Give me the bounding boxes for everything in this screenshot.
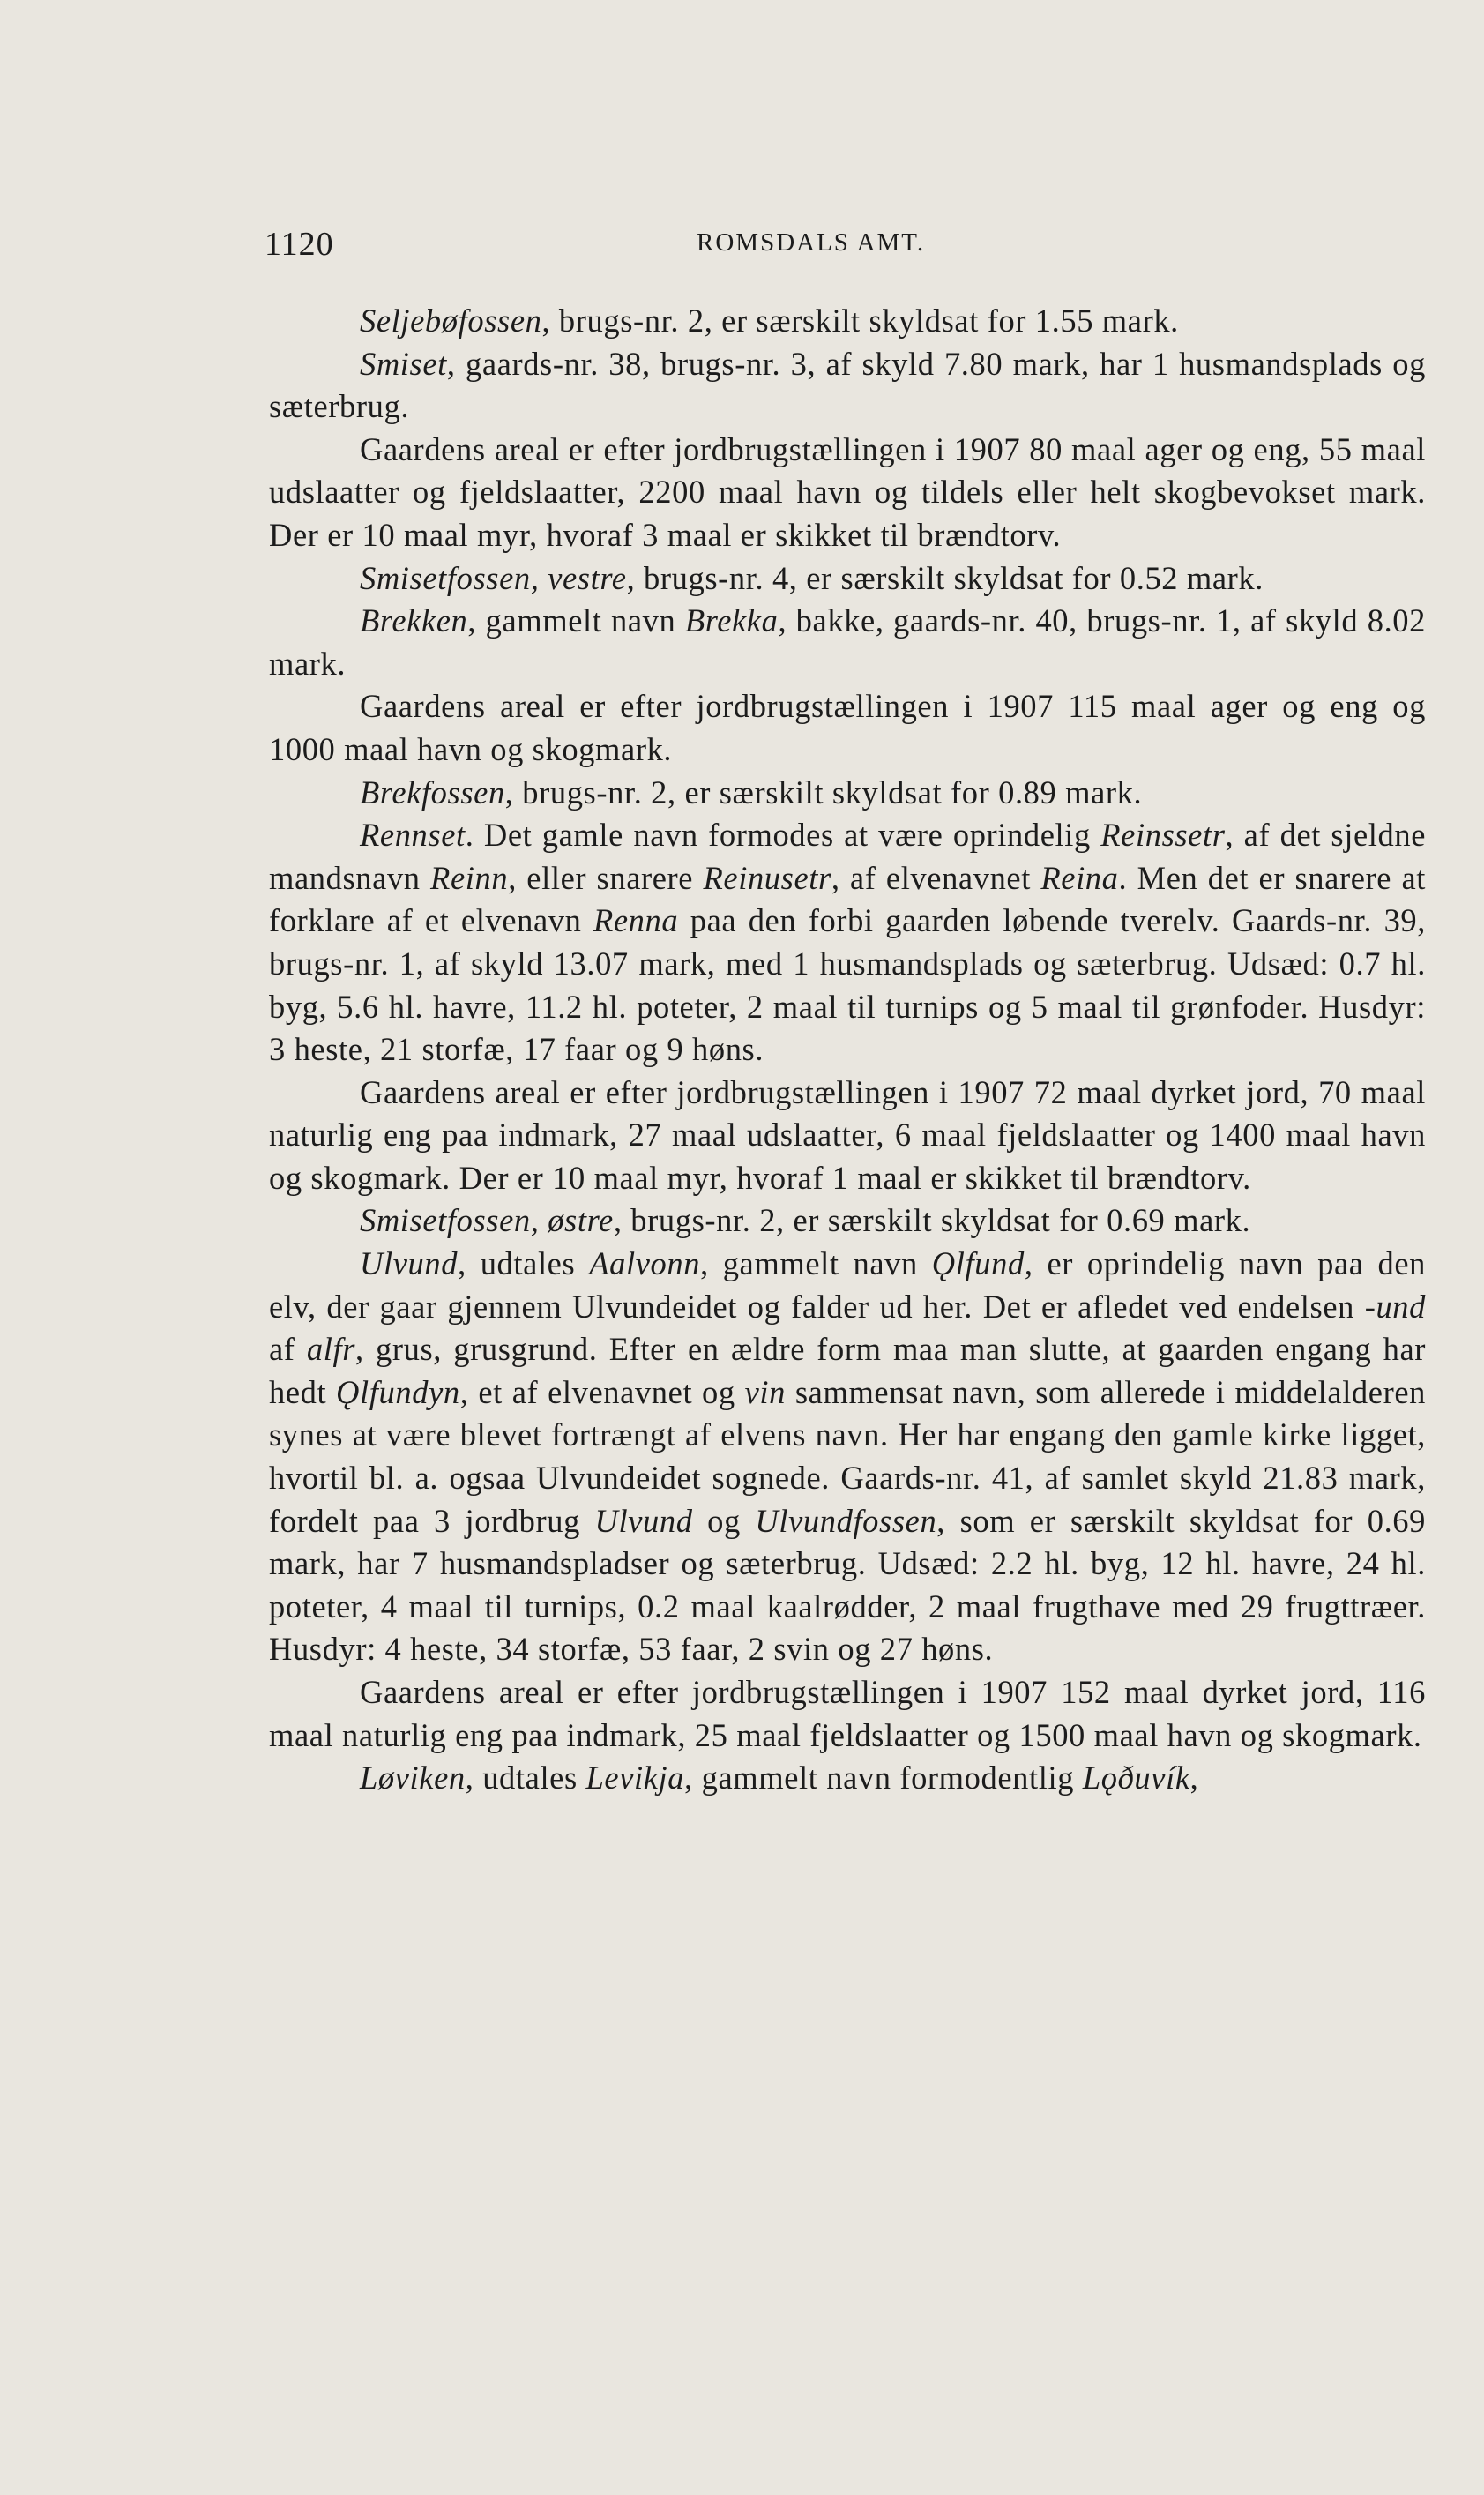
paragraph	[269, 1072, 1426, 1200]
text-run: Gaardens areal er efter jordbrugstællingen i 1907 115 maal ager og eng og 1000 maal havn og skogmark.	[269, 688, 1426, 767]
italic-term: Ǫlfund	[931, 1245, 1025, 1282]
italic-term: Lǫðuvík	[1082, 1759, 1190, 1797]
italic-term: Brekfossen	[360, 773, 505, 811]
text-run: , som er særskilt skyldsat for 0.69 mark, har 7 husmandspladser og sæterbrug. Udsæd: 2.2 hl. byg, 12 hl. havre, 24 hl. poteter, 4 maal til turnips, 0.2 maal kaalrødder, 2 maal frugthave med 29 frugttræer. Husdyr: 4 heste, 34 storfæ, 53 faar, 2 svin og 27 høns.	[269, 1502, 1426, 1668]
text-run: Gaardens areal er efter jordbrugstællingen i 1907 80 maal ager og eng, 55 maal udslaatter og fjeldslaatter, 2200 maal havn og tildels eller helt skogbevokset mark. Der er 10 maal myr, hvoraf 3 maal er skikket til brændtorv.	[269, 430, 1426, 553]
italic-term: Ulvundfossen	[755, 1502, 937, 1539]
text-run: , brugs-nr. 2, er særskilt skyldsat for 0.69 mark.	[613, 1202, 1251, 1239]
text-run: , brugs-nr. 4, er særskilt skyldsat for 0.52 mark.	[626, 559, 1264, 596]
italic-term: -und	[1364, 1288, 1426, 1325]
text-run: , gammelt navn	[700, 1245, 932, 1282]
italic-term: Smiset	[360, 345, 447, 382]
italic-term: Levikja	[585, 1759, 685, 1797]
italic-term: Rennset	[360, 817, 466, 854]
text-run: . Men det er snarere at forklare af et elvenavn	[269, 859, 1426, 939]
body-text	[269, 300, 1426, 1800]
text-run: , grus, grusgrund. Efter en ældre form maa man slutte, at gaarden engang har hedt	[269, 1331, 1426, 1410]
italic-term: Reinssetr	[1100, 817, 1226, 854]
italic-term: Brekken	[360, 602, 468, 639]
page-header	[265, 225, 1428, 269]
text-run: Gaardens areal er efter jordbrugstællingen i 1907 72 maal dyrket jord, 70 maal naturlig eng paa indmark, 27 maal udslaatter, 6 maal fjeldslaatter og 1400 maal havn og skogmark. Der er 10 maal myr, hvoraf 1 maal er skikket til brændtorv.	[269, 1073, 1426, 1196]
text-run: , eller snarere	[508, 859, 704, 896]
italic-term: Smisetfossen, østre	[360, 1202, 614, 1239]
text-run: , udtales	[465, 1759, 586, 1797]
italic-term: Ulvund	[594, 1502, 693, 1539]
text-run: , af det sjeldne mandsnavn	[269, 817, 1426, 896]
paragraph	[269, 814, 1426, 1072]
paragraph	[269, 600, 1426, 685]
text-run: ,	[1189, 1759, 1199, 1797]
text-run: paa den forbi gaarden løbende tverelv. Gaards-nr. 39, brugs-nr. 1, af skyld 13.07 mark, med 1 husmandsplads og sæterbrug. Udsæd: 0.7 hl. byg, 5.6 hl. havre, 11.2 hl. poteter, 2 maal til turnips og 5 maal til grønfoder. Husdyr: 3 heste, 21 storfæ, 17 faar og 9 høns.	[269, 902, 1426, 1068]
italic-term: Reinusetr	[703, 859, 831, 896]
text-run: af	[269, 1331, 307, 1368]
text-run: sammensat navn, som allerede i middelalderen synes at være blevet fortrængt af elvens navn. Her har engang den gamle kirke ligget, hvortil bl. a. ogsaa Ulvundeidet sognede. Gaards-nr. 41, af samlet skyld 21.83 mark, fordelt paa 3 jordbrug	[269, 1373, 1426, 1539]
italic-term: Smisetfossen, vestre	[360, 559, 627, 596]
italic-term: Reinn	[430, 859, 509, 896]
text-run: , gammelt navn	[467, 602, 685, 639]
text-run: , brugs-nr. 2, er særskilt skyldsat for 1.55 mark.	[541, 303, 1179, 339]
paragraph	[269, 429, 1426, 557]
italic-term: Renna	[593, 902, 679, 939]
italic-term: Ǫlfundyn	[336, 1373, 460, 1410]
text-run: Gaardens areal er efter jordbrugstællingen i 1907 152 maal dyrket jord, 116 maal naturlig eng paa indmark, 25 maal fjeldslaatter og 1500 maal havn og skogmark.	[269, 1674, 1426, 1753]
italic-term: Ulvund	[360, 1245, 459, 1282]
text-run: , gammelt navn formodentlig	[684, 1759, 1083, 1797]
text-run: , et af elvenavnet og	[459, 1373, 745, 1410]
text-run: , bakke, gaards-nr. 40, brugs-nr. 1, af skyld 8.02 mark.	[269, 602, 1426, 682]
text-run: , er oprindelig navn paa den elv, der gaar gjennem Ulvundeidet og falder ud her. Det er afledet ved endelsen	[269, 1245, 1427, 1325]
paragraph	[269, 557, 1426, 601]
paragraph	[269, 343, 1426, 429]
paragraph	[269, 685, 1426, 771]
text-run: , af elvenavnet	[831, 859, 1041, 896]
paragraph	[269, 300, 1426, 343]
text-run: , gaards-nr. 38, brugs-nr. 3, af skyld 7.80 mark, har 1 husmandsplads og sæterbrug.	[269, 345, 1426, 425]
italic-term: Reina	[1040, 859, 1119, 896]
italic-term: Seljebøfossen	[360, 303, 542, 339]
text-run: , udtales	[458, 1245, 590, 1282]
italic-term: vin	[744, 1373, 786, 1410]
italic-term: Brekka	[684, 602, 779, 639]
text-run: og	[692, 1502, 756, 1539]
paragraph	[269, 1243, 1426, 1671]
paragraph	[269, 1757, 1426, 1800]
text-run: . Det gamle navn formodes at være oprindelig	[465, 817, 1101, 854]
text-run: , brugs-nr. 2, er særskilt skyldsat for 0.89 mark.	[504, 773, 1143, 811]
italic-term: alfr	[306, 1331, 355, 1368]
italic-term: Aalvonn	[589, 1245, 701, 1282]
paragraph	[269, 1671, 1426, 1757]
page-number: 1120	[265, 226, 334, 263]
running-title: ROMSDALS AMT.	[697, 228, 926, 257]
paragraph	[269, 772, 1426, 815]
italic-term: Løviken	[360, 1759, 466, 1797]
paragraph	[269, 1199, 1426, 1243]
